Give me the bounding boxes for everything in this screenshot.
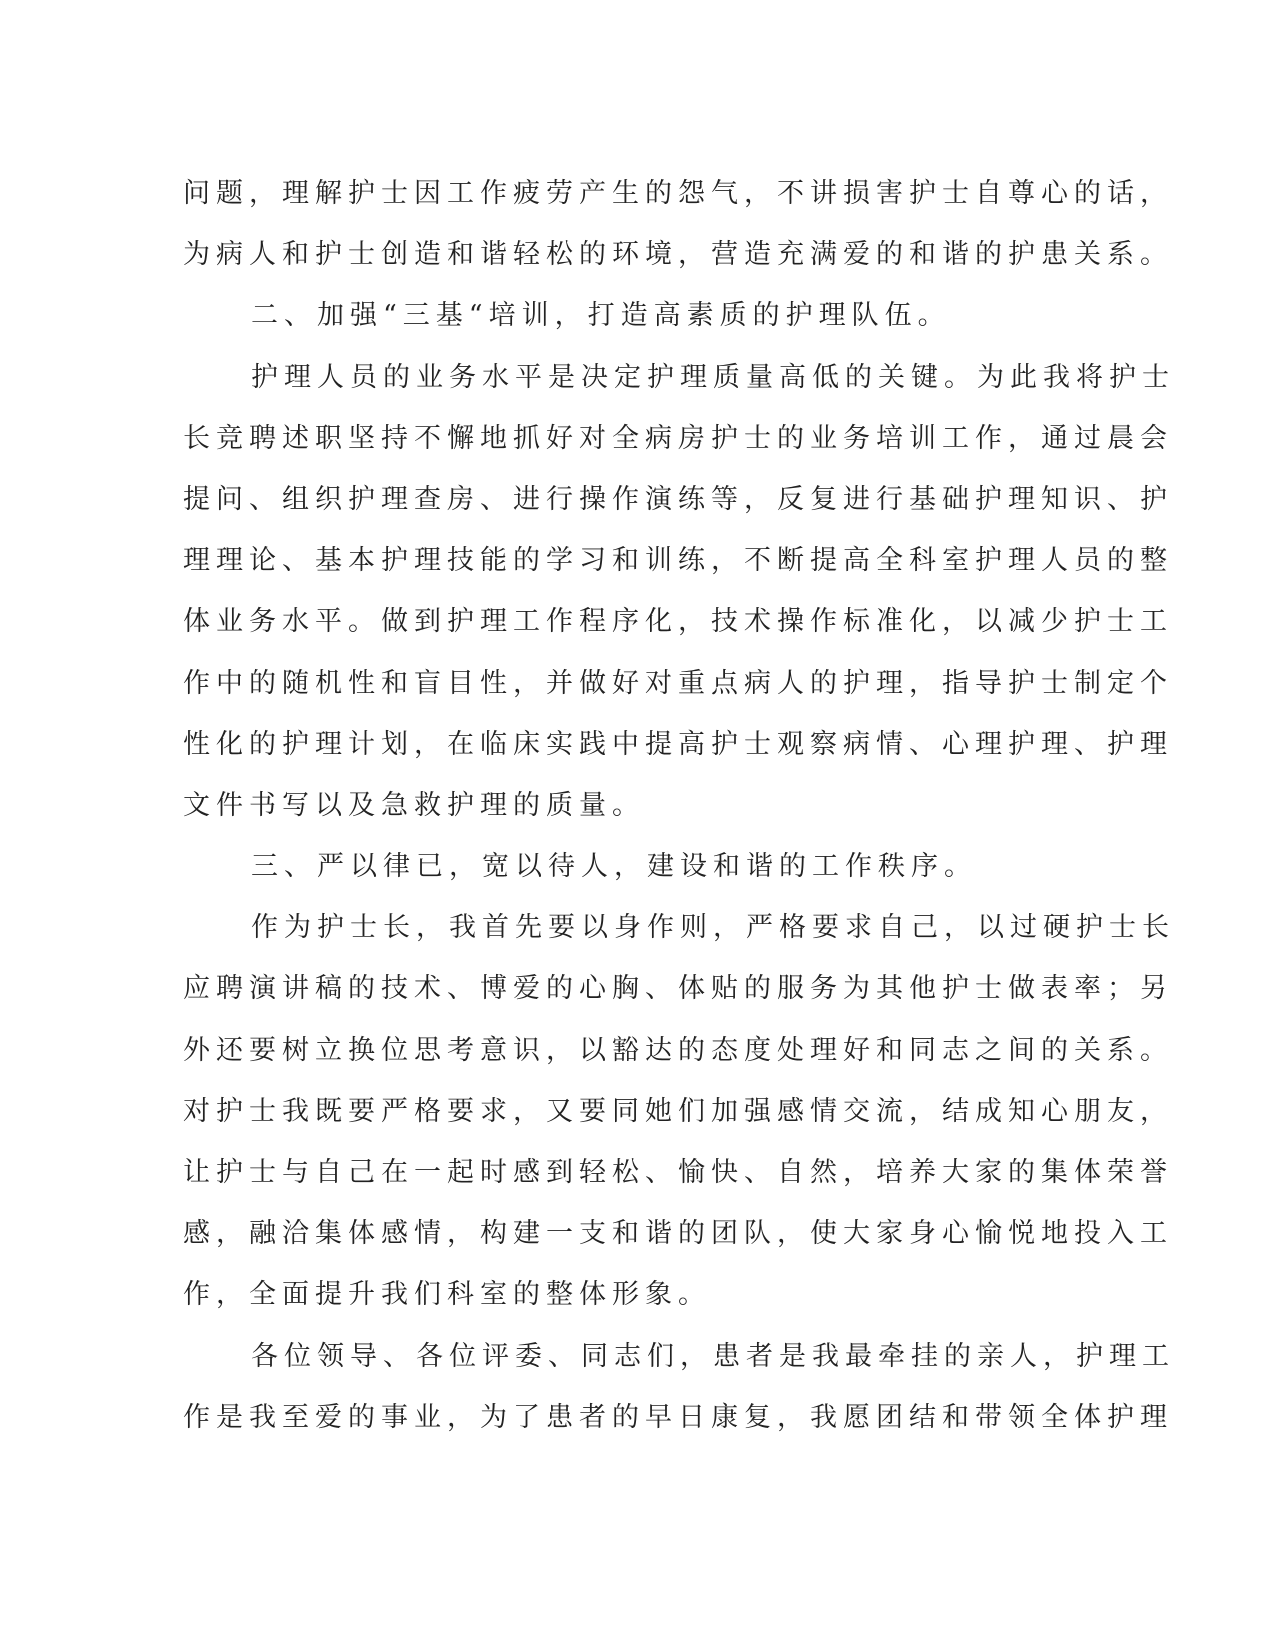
- section-heading: 二、加强“三基“培训，打造高素质的护理队伍。: [251, 300, 951, 332]
- text-line: 提问、组织护理查房、进行操作演练等，反复进行基础护理知识、护: [183, 483, 1173, 515]
- text-line: 让护士与自己在一起时感到轻松、愉快、自然，培养大家的集体荣誉: [183, 1157, 1173, 1188]
- text-line: 作中的随机性和盲目性，并做好对重点病人的护理，指导护士制定个: [183, 667, 1173, 699]
- text-line: 护理人员的业务水平是决定护理质量高低的关键。为此我将护士: [251, 361, 1175, 393]
- text-line: 长竞聘述职坚持不懈地抓好对全病房护士的业务培训工作，通过晨会: [183, 422, 1173, 454]
- text-line: 问题，理解护士因工作疲劳产生的怨气，不讲损害护士自尊心的话，: [183, 178, 1173, 209]
- text-line: 体业务水平。做到护理工作程序化，技术操作标准化，以减少护士工: [183, 606, 1173, 638]
- text-line: 各位领导、各位评委、同志们，患者是我最牵挂的亲人，护理工: [251, 1340, 1175, 1372]
- text-line: 作，全面提升我们科室的整体形象。: [183, 1279, 711, 1311]
- text-line: 为病人和护士创造和谐轻松的环境，营造充满爱的和谐的护患关系。: [183, 239, 1173, 271]
- text-line: 文件书写以及急救护理的质量。: [183, 789, 645, 821]
- section-heading: 三、严以律已，宽以待人，建设和谐的工作秩序。: [251, 851, 977, 883]
- text-line: 作为护士长，我首先要以身作则，严格要求自己，以过硬护士长: [251, 912, 1175, 944]
- text-line: 应聘演讲稿的技术、博爱的心胸、体贴的服务为其他护士做表率；另: [183, 973, 1173, 1005]
- text-line: 性化的护理计划，在临床实践中提高护士观察病情、心理护理、护理: [183, 728, 1173, 760]
- text-line: 理理论、基本护理技能的学习和训练，不断提高全科室护理人员的整: [183, 545, 1173, 577]
- text-line: 外还要树立换位思考意识，以豁达的态度处理好和同志之间的关系。: [183, 1034, 1173, 1066]
- body-text: [183, 163, 1175, 1448]
- text-line: 作是我至爱的事业，为了患者的早日康复，我愿团结和带领全体护理: [183, 1401, 1173, 1433]
- text-line: 感，融洽集体感情，构建一支和谐的团队，使大家身心愉悦地投入工: [183, 1218, 1173, 1250]
- text-line: 对护士我既要严格要求，又要同她们加强感情交流，结成知心朋友，: [183, 1095, 1173, 1127]
